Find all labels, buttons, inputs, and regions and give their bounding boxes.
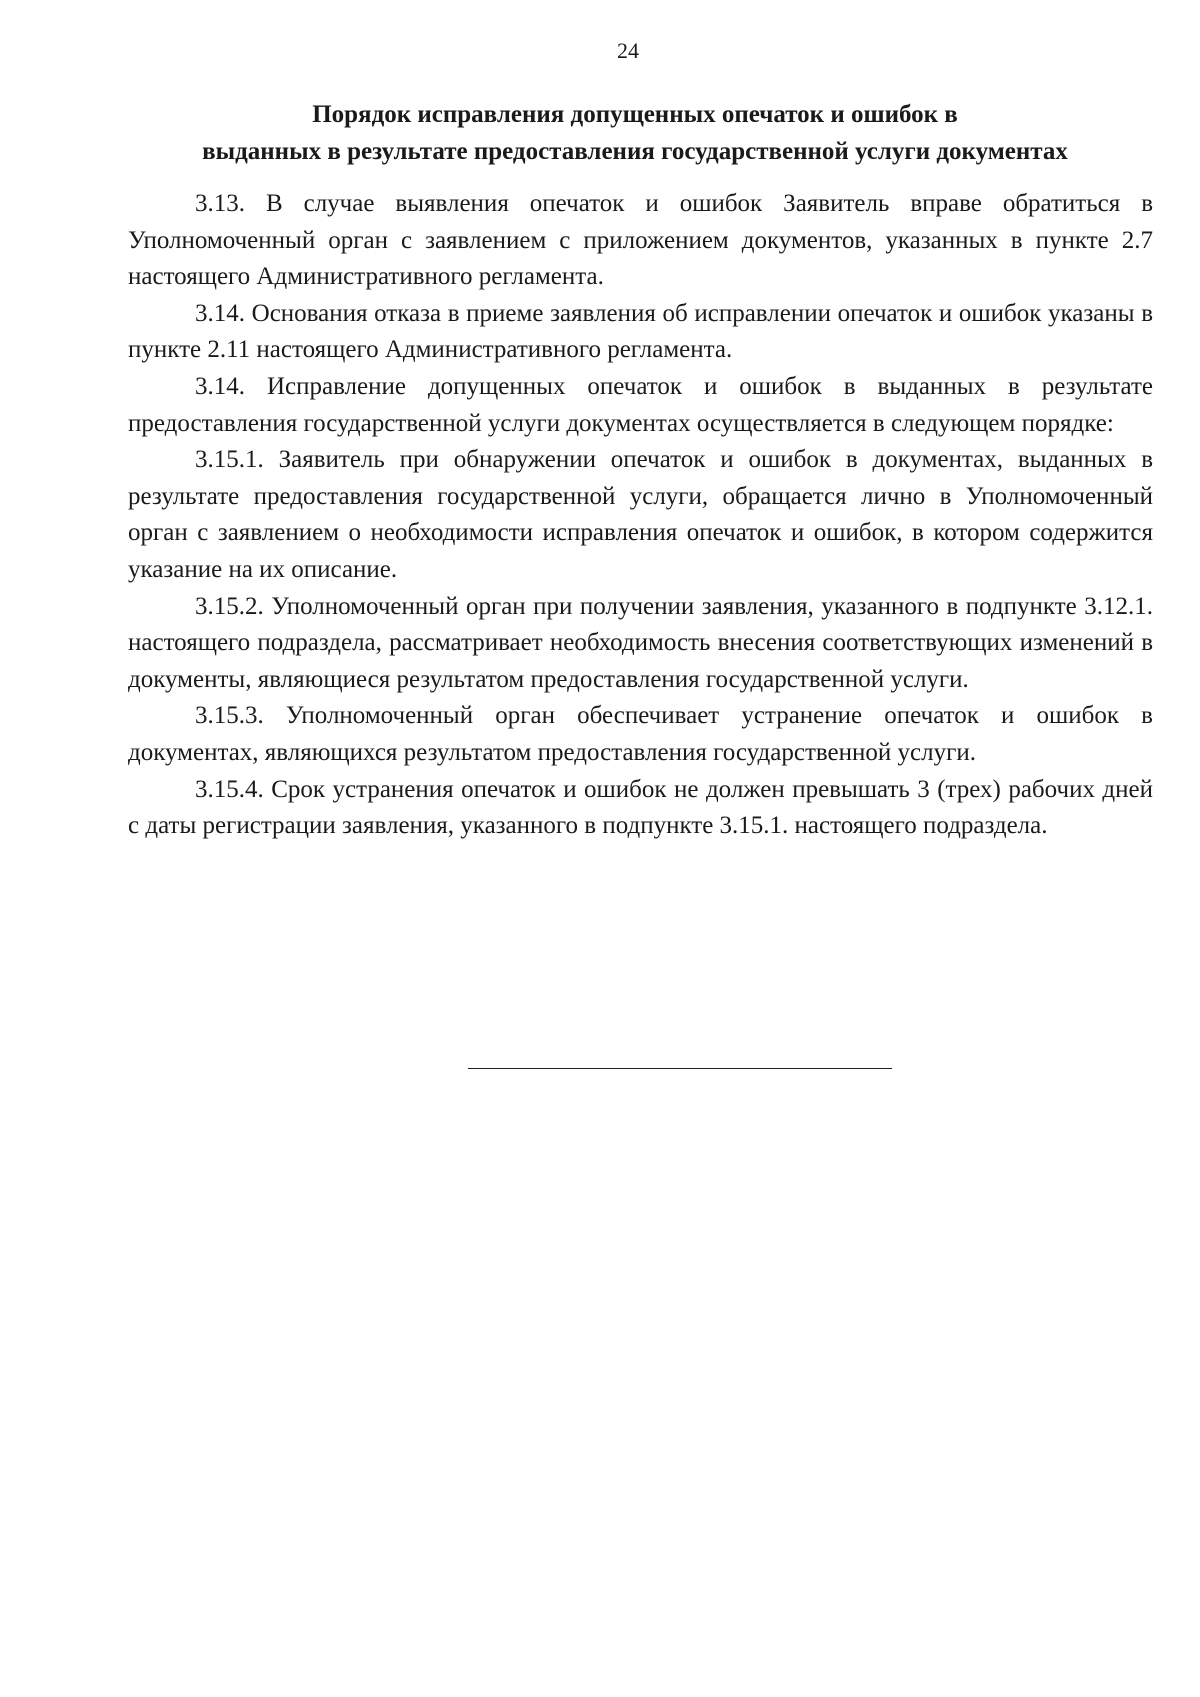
closing-divider-line	[468, 1068, 892, 1069]
section-title-line-2: выданных в результате предоставления государственной услуги документах	[202, 138, 1068, 165]
paragraph-3-13: 3.13. В случае выявления опечаток и ошибок Заявитель вправе обратиться в Уполномоченный орган с заявлением с приложением документов, указанных в пункте 2.7 настоящего Административного регламента.	[128, 190, 1153, 291]
page-number: 24	[617, 38, 639, 63]
paragraph-3-15-4: 3.15.4. Срок устранения опечаток и ошибок не должен превышать 3 (трех) рабочих дней с даты регистрации заявления, указанного в подпункте 3.15.1. настоящего подраздела.	[128, 775, 1153, 840]
paragraph-3-15-1: 3.15.1. Заявитель при обнаружении опечаток и ошибок в документах, выданных в результате предоставления государственной услуги, обращается лично в Уполномоченный орган с заявлением о необходимости исправления опечаток и ошибок, в котором содержится указание на их описание.	[128, 446, 1153, 583]
section-body	[128, 186, 1153, 845]
paragraph-3-15-2: 3.15.2. Уполномоченный орган при получении заявления, указанного в подпункте 3.12.1. настоящего подраздела, рассматривает необходимость внесения соответствующих изменений в документы, являющиеся результатом предоставления государственной услуги.	[128, 592, 1153, 693]
paragraph-3-14-refusal-grounds: 3.14. Основания отказа в приеме заявления об исправлении опечаток и ошибок указаны в пункте 2.11 настоящего Административного регламента.	[128, 299, 1153, 364]
section-title	[130, 96, 1140, 170]
section-title-line-1: Порядок исправления допущенных опечаток и ошибок в	[312, 101, 958, 128]
paragraph-3-14-correction-procedure: 3.14. Исправление допущенных опечаток и ошибок в выданных в результате предоставления государственной услуги документах осуществляется в следующем порядке:	[128, 372, 1153, 437]
paragraph-3-15-3: 3.15.3. Уполномоченный орган обеспечивает устранение опечаток и ошибок в документах, являющихся результатом предоставления государственной услуги.	[128, 702, 1153, 766]
